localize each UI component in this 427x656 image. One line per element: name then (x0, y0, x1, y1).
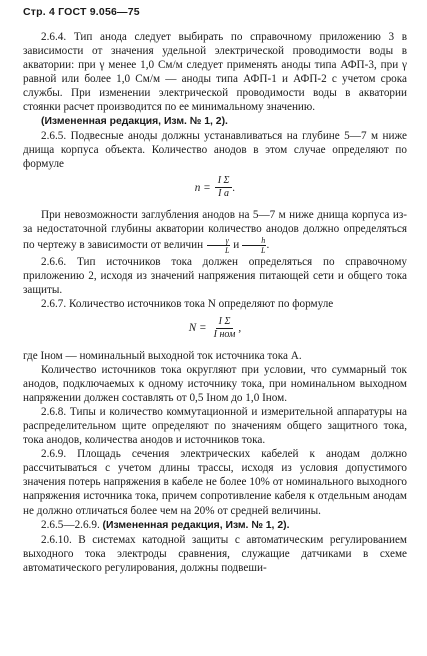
paragraph-2-6-4: 2.6.4. Тип анода следует выбирать по справочному приложению 3 в зависимости от значения удельной электрической проводимости воды в акватории: при γ менее 1,0 См/м следует применять аноды типа АФП-3, при γ равной или более 1,0 См/м — аноды типа АФП-1 и АФП-2 с учетом срока службы. При изменении электрической проводимости воды в акватории стоянки расчет производится по ее минимальному значению. (23, 31, 407, 114)
formula-numerator: I Σ (216, 316, 234, 329)
formula-source-count (23, 315, 407, 343)
formula-fraction (215, 175, 236, 200)
formula-tail: , (238, 322, 242, 335)
formula-denominator: I ном (213, 329, 236, 340)
inline-fraction-gamma-l: $\frac{\gamma}{L}$ (206, 236, 230, 255)
formula-numerator: I Σ (215, 175, 233, 188)
amendment-note-1: (Измененная редакция, Изм. № 1, 2). (41, 115, 228, 127)
formula-lhs: n = (194, 181, 211, 194)
formula-lhs: N = (188, 322, 207, 335)
paragraph-2-6-5: 2.6.5. Подвесные аноды должны устанавливаться на глубине 5—7 м ниже днища корпуса объекта. Количество анодов в этом случае определяют по формуле (23, 129, 407, 170)
paragraph-2-6-7: 2.6.7. Количество источников тока N определяют по формуле (41, 298, 334, 311)
amendment-note-2: 2.6.5—2.6.9. (Измененная редакция, Изм. № 1, 2). (41, 518, 290, 531)
inline-fraction-h-l: $\frac{h}{L}$ (242, 236, 266, 255)
paragraph-2-6-6: 2.6.6. Тип источников тока должен определяться по справочному приложению 2, исходя из значений напряжения питающей сети и общего тока защиты. (23, 256, 407, 297)
paragraph-2-6-10: 2.6.10. В системах катодной защиты с автоматическим регулированием выходного тока электроды сравнения, служащие датчиками в схеме автоматического регулирования, должны подвеши- (23, 533, 407, 574)
formula-fraction (211, 316, 242, 341)
formula-denominator: I a (218, 188, 229, 200)
paragraph-where-inom: где Iном — номинальный выходной ток источника тока А. (23, 349, 302, 362)
formula-tail: . (232, 181, 236, 194)
paragraph-source-rounding: Количество источников тока округляют при условии, что суммарный ток анодов, подключаемых к одному источнику тока, при номинальном выходном напряжении должен составлять от 0,5 Iном до 1,0 Iном. (23, 363, 407, 404)
paragraph-2-6-9: 2.6.9. Площадь сечения электрических кабелей к анодам должно рассчитываться с учетом длины трассы, исходя из условия допустимого значения потерь напряжения в кабеле не более 10% от номинального выходного напряжения источника тока, причем сопротивление кабеля к отдельным анодам не должно отличаться более чем на 20% от средней величины. (23, 448, 407, 517)
paragraph-deep-anodes: При невозможности заглубления анодов на 5—7 м ниже днища корпуса из-за недостаточной глубины акватории количество анодов должно определяться по чертежу в зависимости от величин $\frac{\gamma}{L}$ и $\frac{h}{L}$ . (23, 208, 407, 256)
page-header: Стр. 4 ГОСТ 9.056—75 (23, 6, 140, 18)
formula-anode-count (23, 174, 407, 202)
paragraph-2-6-8: 2.6.8. Типы и количество коммутационной и измерительной аппаратуры на распределительном щите определяют по значениям общего защитного тока, тока анодов, количества анодов и источников тока. (23, 405, 407, 447)
document-body (23, 30, 407, 575)
